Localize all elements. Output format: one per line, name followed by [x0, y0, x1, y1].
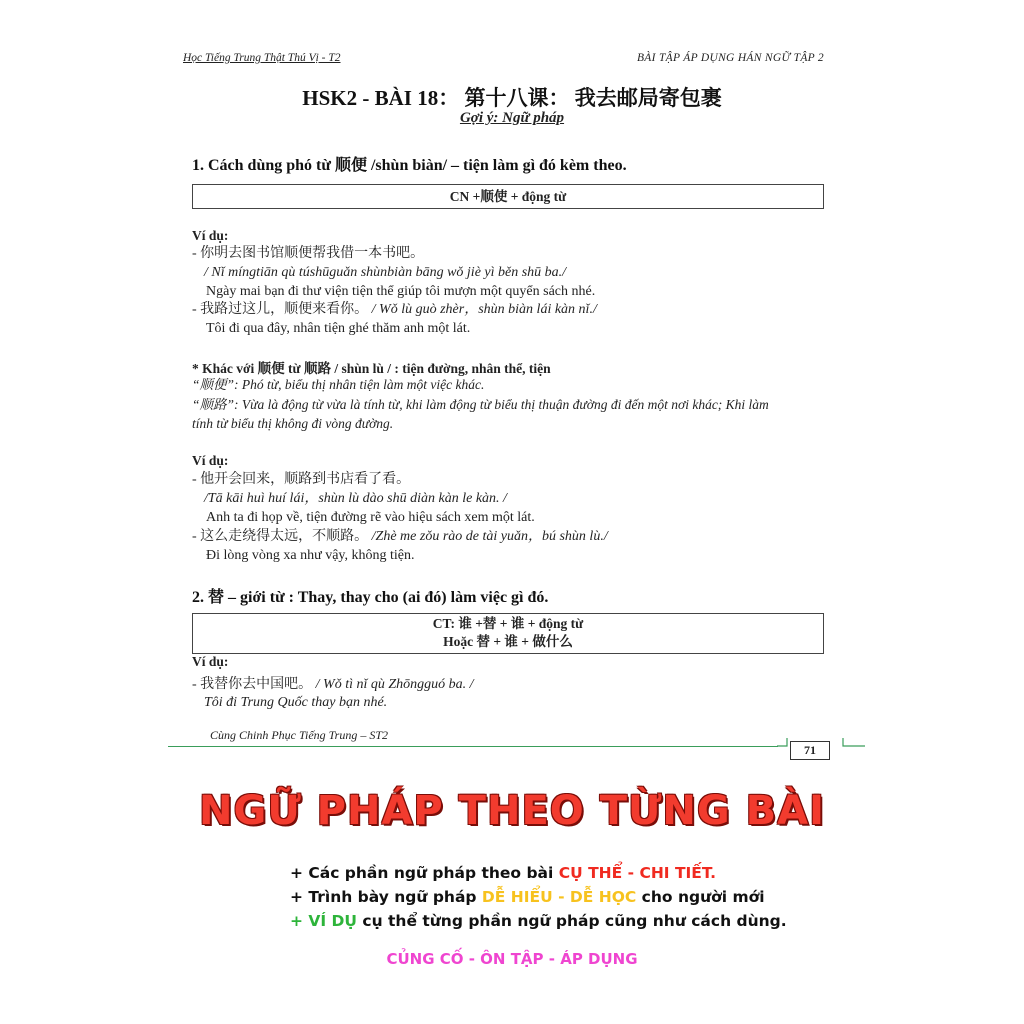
running-header-left: Học Tiếng Trung Thật Thú Vị - T2	[183, 52, 341, 64]
promo-line-2-tail: cho người mới	[636, 888, 765, 906]
example-2-vietnamese: Tôi đi qua đây, nhân tiện ghé thăm anh một lát.	[206, 321, 471, 336]
example-4-pinyin: /Zhè me zǒu rào de tài yuǎn，bú shùn lù./	[371, 529, 608, 544]
example-5-vietnamese: Tôi đi Trung Quốc thay bạn nhé.	[204, 695, 388, 710]
page-subtitle: Gợi ý: Ngữ pháp	[459, 110, 565, 126]
example-2-line	[192, 301, 597, 319]
example-3-pinyin: /Tā kāi huì huí lái，shùn lù dào shū diàn kàn le kàn. /	[204, 491, 507, 506]
page-title: HSK2 - BÀI 18： 第十八课： 我去邮局寄包裹	[302, 86, 722, 110]
formula-box-1	[192, 184, 824, 209]
promo-banner: NGỮ PHÁP THEO TỪNG BÀI	[199, 788, 825, 834]
example-4-chinese: - 这么走绕得太远，不顺路。	[192, 529, 369, 544]
section-2-heading: 2. 替 – giới từ : Thay, thay cho (ai đó) làm việc gì đó.	[192, 589, 549, 606]
promo-line-2-highlight: DỄ HIỂU - DỄ HỌC	[481, 888, 637, 906]
note-line-1: “顺便”: Phó từ, biểu thị nhân tiện làm một việc khác.	[192, 377, 485, 392]
example-5-pinyin: / Wǒ tì nǐ qù Zhōngguó ba. /	[315, 677, 474, 692]
example-3-vietnamese: Anh ta đi họp về, tiện đường rẽ vào hiệu sách xem một lát.	[206, 510, 535, 525]
footer-rule	[168, 746, 778, 747]
note-heading: * Khác với 顺便 từ 顺路 / shùn lù / : tiện đường, nhân thể, tiện	[192, 361, 551, 376]
footer-text: Cùng Chinh Phục Tiếng Trung – ST2	[210, 728, 389, 742]
running-header-right: BÀI TẬP ÁP DỤNG HÁN NGỮ TẬP 2	[636, 52, 824, 64]
formula-2-line-2: Hoặc 替 + 谁 + 做什么	[443, 634, 573, 649]
example-1-vietnamese: Ngày mai bạn đi thư viện tiện thể giúp tôi mượn một quyển sách nhé.	[206, 284, 596, 299]
example-5-chinese: - 我替你去中国吧。	[192, 677, 313, 692]
promo-line-3-highlight: + VÍ DỤ	[290, 912, 357, 930]
promo-line-1	[290, 864, 716, 882]
promo-line-2-text: + Trình bày ngữ pháp	[290, 888, 482, 906]
example-label-2: Ví dụ:	[192, 453, 229, 468]
example-2-pinyin: / Wǒ lù guò zhèr，shùn biàn lái kàn nǐ./	[371, 302, 597, 317]
promo-line-1-text: + Các phần ngữ pháp theo bài	[290, 864, 559, 882]
example-5-line	[192, 676, 474, 694]
example-label-1: Ví dụ:	[192, 228, 229, 243]
formula-2-line-1: CT: 谁 +替 + 谁 + động từ	[432, 616, 584, 631]
note-line-2: “顺路”: Vừa là động từ vừa là tính từ, khi làm động từ biểu thị thuận đường đi đến một nơi khác; Khi làm tính từ biểu thị không đi vòng đường.	[192, 397, 769, 431]
promo-bottom-tagline: CỦNG CỐ - ÔN TẬP - ÁP DỤNG	[386, 950, 638, 968]
example-3-chinese: - 他开会回来，顺路到书店看了看。	[192, 472, 411, 487]
example-label-3: Ví dụ:	[192, 654, 229, 669]
formula-1-text: CN +顺使 + động từ	[449, 189, 567, 204]
example-1-chinese: - 你明去图书馆顺便帮我借一本书吧。	[192, 246, 425, 261]
promo-line-3-text: cụ thể từng phần ngữ pháp cũng như cách dùng.	[357, 912, 787, 930]
promo-line-1-highlight: CỤ THỂ - CHI TIẾT.	[558, 864, 716, 882]
example-1-pinyin: / Nǐ míngtiān qù túshūguǎn shùnbiàn bāng wǒ jiè yì běn shū ba./	[204, 265, 567, 280]
example-4-vietnamese: Đi lòng vòng xa như vậy, không tiện.	[206, 548, 415, 563]
section-1-heading: 1. Cách dùng phó từ 顺便 /shùn biàn/ – tiện làm gì đó kèm theo.	[192, 157, 627, 174]
formula-box-2	[192, 613, 824, 654]
promo-line-2	[290, 888, 765, 906]
example-2-chinese: - 我路过这儿，顺便来看你。	[192, 302, 369, 317]
page-number: 71	[790, 741, 830, 760]
promo-line-3	[290, 912, 787, 930]
example-4-line	[192, 528, 608, 546]
